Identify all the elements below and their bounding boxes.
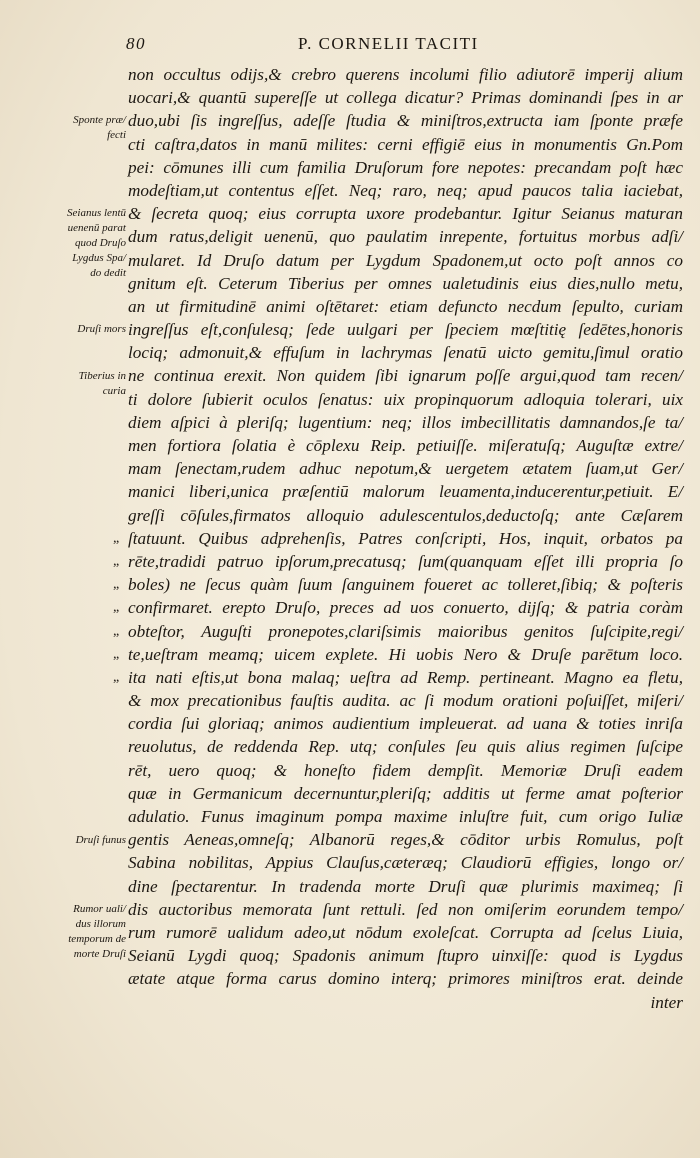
marginal-note-line: Rumor uali/ (73, 903, 126, 916)
line-text: uocari,& quantū supereſſe ut collega dicatur? Primas dominandi ſpes in ar (128, 88, 683, 108)
line-text: reuolutus, de reddenda Rep. utq; conſules ſeu quis alius regimen ſuſcipe (128, 737, 683, 757)
text-line (128, 689, 683, 712)
text-line (128, 991, 683, 1014)
marginal-note-line: Seianus lentū (67, 207, 126, 220)
text-line (128, 318, 683, 341)
main-text-block (113, 63, 683, 1014)
line-text: quæ in Germanicum decernuntur,pleriſq; additis ut ferme amat poſterior (128, 783, 683, 803)
marginal-note-line: Tiberius in (78, 369, 126, 382)
text-line (128, 272, 683, 295)
quotation-mark: „ (113, 669, 120, 685)
text-line (113, 643, 683, 666)
marginal-note-line: Sponte præ/ (73, 114, 126, 127)
text-line (128, 202, 683, 225)
text-line (128, 388, 683, 411)
line-text: diem aſpici à pleriſq; lugentium: neq; illos imbecillitatis damnandos,ſe ta/ (128, 412, 683, 432)
line-text: pei: cōmunes illi cum familia Druſorum fore nepotes: precandam poſt hæc (128, 157, 683, 177)
marginal-note (38, 369, 126, 399)
marginal-note (38, 113, 126, 143)
line-text: Seianū Lygdi quoq; Spadonis animum ſtupro uinxiſſe: quod is Lygdus (128, 946, 683, 966)
line-text: modeſtiam,ut contentus eſſet. Neq; raro, neq; apud paucos talia iaciebat, (128, 180, 683, 200)
line-text: lociq; admonuit,& effuſum in lachrymas ſenatū uicto gemitu,ſimul oratio (128, 343, 683, 363)
text-line (128, 341, 683, 364)
marginal-note-line: uenenū parat (67, 222, 126, 235)
line-text: adulatio. Funus imaginum pompa maxime inluſtre fuit, cum origo Iuliæ (128, 807, 683, 826)
line-text: rēt, uero quoq; & honeſto fidem dempſit. Memoriæ Druſi eadem (128, 760, 683, 780)
line-text: ne continua erexit. Non quidem ſibi ignarum poſſe argui,quod tam recen/ (128, 366, 683, 386)
line-text: mularet. Id Druſo datum per Lygdum Spadonem,ut octo poſt annos co (128, 250, 683, 270)
text-line (128, 782, 683, 805)
line-text: gnitum eſt. Ceterum Tiberius per omnes ualetudinis eius dies,nullo metu, (128, 273, 683, 293)
marginal-note-line: Druſi mors (77, 323, 126, 336)
text-line (128, 875, 683, 898)
text-line (113, 620, 683, 643)
line-text: te,ueſtram meamq; uicem explete. Hi uobis Nero & Druſe parētum loco. (128, 644, 683, 664)
line-text: confirmaret. erepto Druſo, preces ad uos conuerto, dijſq; & patria coràm (128, 598, 683, 618)
line-text: mam ſenectam,rudem adhuc nepotum,& uergetem ætatem ſuam,ut Ger/ (128, 459, 683, 479)
text-line (128, 504, 683, 527)
text-line (128, 156, 683, 179)
line-text: manici liberi,unica præſentiū malorum leuamenta,inducerentur,petiuit. E/ (128, 482, 683, 502)
text-line (128, 759, 683, 782)
text-line (128, 63, 683, 86)
text-line (128, 179, 683, 202)
marginal-note (38, 206, 126, 281)
marginal-note (38, 833, 126, 848)
text-line (113, 596, 683, 619)
line-text: an ut firmitudinē animi oſtētaret: etiam defuncto necdum ſepulto, curiam (128, 296, 683, 316)
quotation-mark: „ (113, 646, 120, 662)
marginal-note-line: curia (102, 384, 126, 397)
line-text: ita nati eſtis,ut bona malaq; ueſtra ad Remp. pertineant. Magno ea fletu, (128, 667, 683, 687)
text-line (113, 573, 683, 596)
text-line (128, 457, 683, 480)
text-line (128, 921, 683, 944)
marginal-note-line: do dedit (90, 267, 126, 280)
line-text: dine ſpectarentur. In tradenda morte Druſi quæ plurimis maximeq; ſi (128, 876, 683, 896)
quotation-mark: „ (113, 623, 120, 639)
line-text: non occultus odijs,& crebro querens incolumi filio adiutorē imperij alium (128, 65, 683, 84)
text-line (128, 86, 683, 109)
line-text: rēte,tradidi patruo ipſorum,precatusq; ſum(quanquam eſſet illi propria ſo (128, 551, 683, 571)
line-text: dum ratus,deligit uenenū, quo paulatim inrepente, fortuitus morbus adſi/ (128, 227, 683, 247)
line-text: & ſecreta quoq; eius corrupta uxore prodebantur. Igitur Seianus maturan (128, 204, 683, 224)
text-line (128, 898, 683, 921)
line-text: gentis Aeneas,omneſq; Albanorū reges,& cōditor urbis Romulus, poſt (128, 830, 683, 850)
text-line (128, 225, 683, 248)
text-line (113, 527, 683, 550)
marginal-note-line: Druſi funus (75, 833, 126, 846)
marginal-note (38, 322, 126, 337)
marginal-note-line: Lygdus Spa/ (72, 252, 126, 265)
line-text: men fortiora ſolatia è cōplexu Reip. petiuiſſe. miſeratuſq; Auguſtæ extre/ (128, 436, 683, 455)
text-line (128, 295, 683, 318)
line-text: greſſi cōſules,firmatos alloquio adulescentulos,deductoſq; ante Cæſarem (128, 505, 683, 525)
line-text: ſtatuunt. Quibus adprehenſis, Patres conſcripti, Hos, inquit, orbatos pa (128, 528, 683, 548)
line-text: ætate atque forma carus domino interq; primores miniſtros erat. deinde (128, 969, 683, 989)
marginal-note-line: morte Druſi (73, 948, 126, 961)
text-line (128, 851, 683, 874)
text-line (113, 666, 683, 689)
line-text: ingreſſus eſt,conſulesq; ſede uulgari per ſpeciem mœſtitię ſedētes,honoris (128, 320, 683, 340)
line-text: rum rumorē ualidum adeo,ut nōdum exoleſcat. Corrupta ad ſcelus Liuia, (128, 922, 683, 942)
line-text: cti caſtra,datos in manū milites: cerni effigiē eius in monumentis Gn.Pom (128, 134, 683, 154)
line-text: obteſtor, Auguſti pronepotes,clariſsimis maioribus genitos ſuſcipite,regi/ (128, 621, 683, 641)
marginal-note (38, 902, 126, 962)
text-line (128, 735, 683, 758)
text-line (128, 967, 683, 990)
text-line (128, 364, 683, 387)
marginal-note-line: temporum de (68, 933, 126, 946)
line-text: duo,ubi ſis ingreſſus, adeſſe ſtudia & miniſtros,extructa iam ſponte præfe (128, 111, 683, 131)
quotation-mark: „ (113, 577, 120, 593)
line-text: Sabina nobilitas, Appius Clauſus,cæteræq; Claudiorū effigies, longo or/ (128, 853, 683, 873)
line-text: boles) ne ſecus quàm ſuum ſanguinem foueret ac tolleret,ſibiq; & poſteris (128, 575, 683, 595)
text-line (128, 828, 683, 851)
marginal-note-line: fecti (107, 129, 126, 142)
marginal-note-line: dus illorum (75, 918, 126, 931)
text-line (128, 712, 683, 735)
text-line (128, 434, 683, 457)
quotation-mark: „ (113, 530, 120, 546)
text-line (128, 411, 683, 434)
line-text: & mox precationibus fauſtis audita. ac ſi modum orationi poſuiſſet, miſeri/ (128, 691, 683, 711)
line-text: ti dolore ſubierit oculos ſenatus: uix propinquorum adloquia tolerari, uix (128, 389, 683, 409)
text-line (128, 249, 683, 272)
line-text: dis auctoribus memorata ſunt rettuli. ſed non omiſerim eorundem tempo/ (128, 899, 683, 919)
running-title: P. CORNELII TACITI (298, 34, 479, 53)
line-text: inter (650, 992, 683, 1012)
page-number: 80 (126, 34, 146, 53)
marginal-note-line: quod Druſo (74, 237, 126, 250)
quotation-mark: „ (113, 600, 120, 616)
text-line (128, 805, 683, 828)
text-line (128, 944, 683, 967)
text-line (128, 109, 683, 132)
text-line (128, 480, 683, 503)
quotation-mark: „ (113, 553, 120, 569)
page-header (126, 34, 686, 60)
line-text: cordia ſui gloriaq; animos audientium impleuerat. ad uana & toties inriſa (128, 714, 683, 734)
text-line (128, 133, 683, 156)
text-line (113, 550, 683, 573)
